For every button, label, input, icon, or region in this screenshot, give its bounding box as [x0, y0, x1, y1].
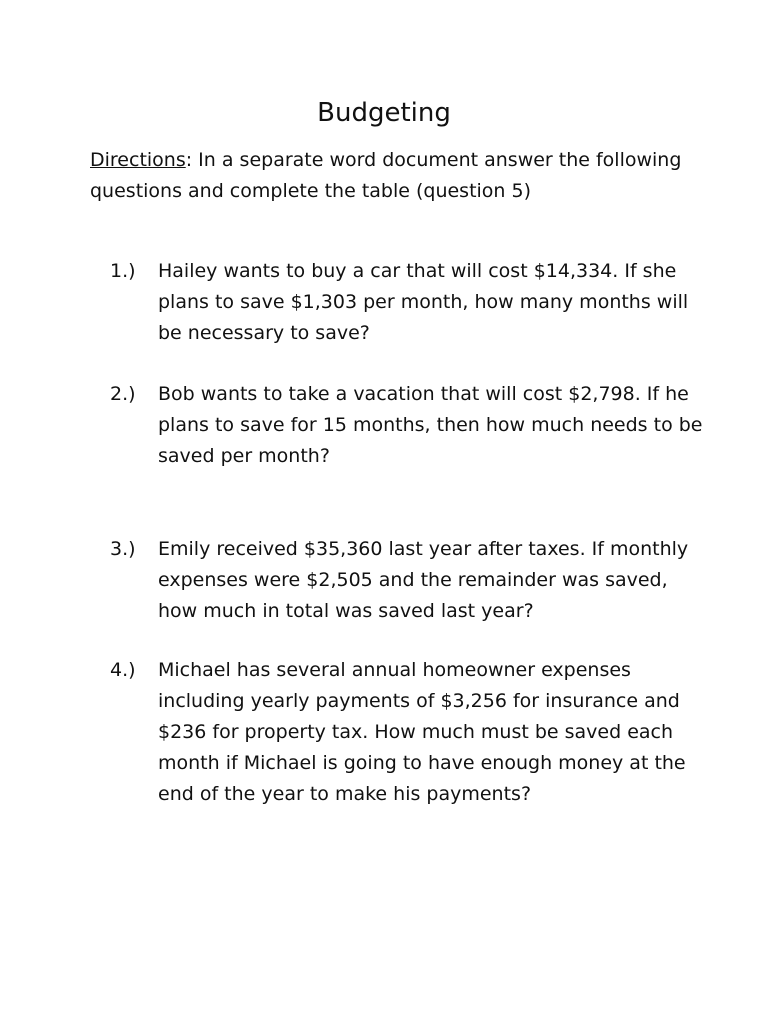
question-text: Bob wants to take a vacation that will cost $2,798. If he plans to save for 15 months, then how much needs to be saved per month?: [158, 383, 703, 467]
question-number: 3.): [110, 538, 136, 560]
question-number: 1.): [110, 260, 136, 282]
question-text: Michael has several annual homeowner expenses including yearly payments of $3,256 for insurance and $236 for property tax. How much must be saved each month if Michael is going to have enough money at the end of the year to make his payments?: [158, 659, 686, 805]
question-number: 2.): [110, 383, 136, 405]
directions-text: : In a separate word document answer the following questions and complete the table (question 5): [90, 149, 682, 202]
question-text: Hailey wants to buy a car that will cost $14,334. If she plans to save $1,303 per month, how many months will be necessary to save?: [158, 260, 689, 344]
directions-paragraph: [90, 145, 700, 207]
question-text: Emily received $35,360 last year after taxes. If monthly expenses were $2,505 and the remainder was saved, how much in total was saved last year?: [158, 538, 689, 622]
question-2: [110, 379, 710, 472]
page-title: Budgeting: [317, 98, 451, 128]
question-3: [110, 534, 710, 627]
directions-label: Directions: [90, 149, 186, 171]
question-number: 4.): [110, 659, 136, 681]
question-4: [110, 655, 710, 810]
question-1: [110, 256, 710, 349]
